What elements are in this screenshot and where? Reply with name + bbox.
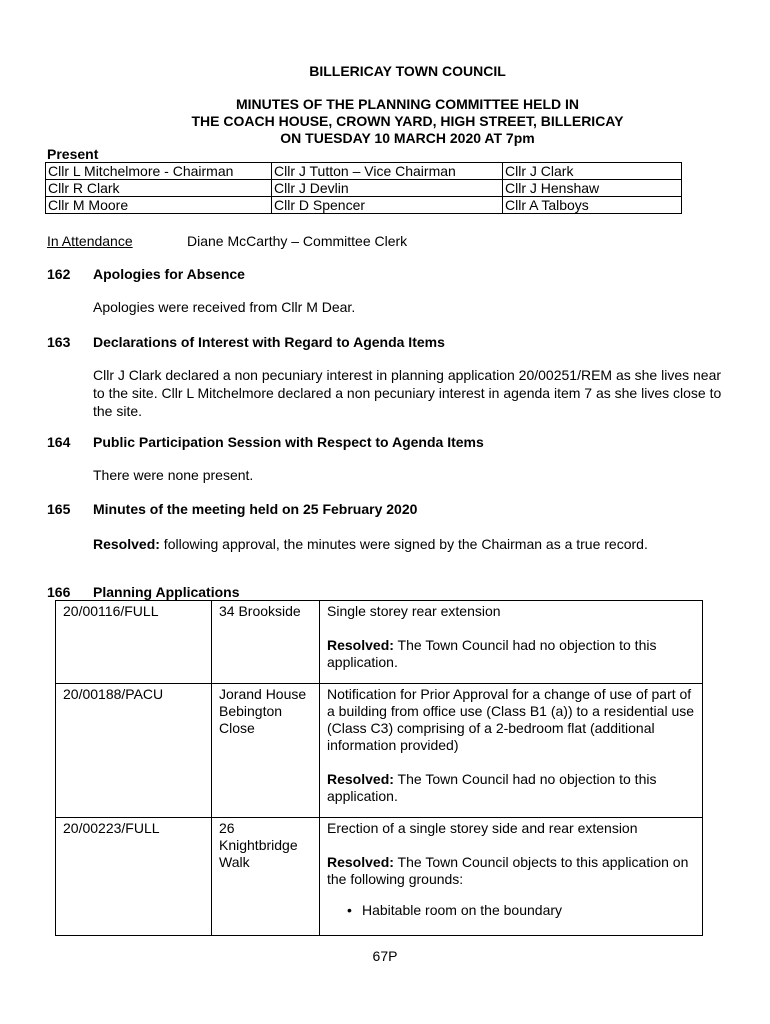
application-description: Erection of a single storey side and rear extension (327, 820, 638, 836)
minutes-title-line2: THE COACH HOUSE, CROWN YARD, HIGH STREET, BILLERICAY (191, 113, 624, 129)
application-resolution (327, 854, 695, 888)
item-number: 166 (47, 584, 71, 600)
present-cell: Cllr J Devlin (272, 180, 503, 197)
table-row (56, 818, 703, 936)
application-description: Single storey rear extension (327, 603, 501, 619)
present-cell: Cllr J Clark (503, 163, 682, 180)
present-cell: Cllr A Talboys (503, 197, 682, 214)
item-text: There were none present. (93, 467, 254, 483)
application-ref: 20/00223/FULL (56, 818, 212, 936)
table-row (56, 601, 703, 684)
page-number: 67P (372, 948, 398, 964)
council-name: BILLERICAY TOWN COUNCIL (309, 63, 506, 79)
application-resolution (327, 637, 695, 671)
present-cell: Cllr R Clark (46, 180, 272, 197)
item-heading: Apologies for Absence (93, 266, 245, 282)
item-heading: Planning Applications (93, 584, 240, 600)
application-ref: 20/00116/FULL (56, 601, 212, 684)
application-ref: 20/00188/PACU (56, 684, 212, 818)
item-text: Cllr J Clark declared a non pecuniary interest in planning application 20/00251/REM as she lives near to the site. Cllr L Mitchelmore declared a non pecuniary interest in agenda item 7 as she lives close to the site. (93, 367, 722, 419)
resolved-text: The Town Council had no objection to this application. (327, 637, 657, 670)
bullet-text: Habitable room on the boundary (362, 902, 563, 918)
application-address: 34 Brookside (212, 601, 320, 684)
present-cell: Cllr J Henshaw (503, 180, 682, 197)
resolved-text: following approval, the minutes were signed by the Chairman as a true record. (159, 536, 648, 552)
item-text: Apologies were received from Cllr M Dear. (93, 299, 356, 315)
resolved-label: Resolved: (327, 771, 394, 787)
present-cell: Cllr J Tutton – Vice Chairman (272, 163, 503, 180)
present-table (45, 162, 682, 214)
resolved-text: The Town Council objects to this application on the following grounds: (327, 854, 689, 887)
item-number: 163 (47, 334, 71, 350)
item-heading: Public Participation Session with Respect to Agenda Items (93, 434, 484, 450)
table-row (46, 180, 682, 197)
item-text (93, 535, 723, 553)
application-decision (320, 684, 703, 818)
present-cell: Cllr M Moore (46, 197, 272, 214)
item-number: 162 (47, 266, 71, 282)
application-address: 26 Knightbridge Walk (212, 818, 320, 936)
attendance-label: In Attendance (47, 233, 133, 249)
present-cell: Cllr L Mitchelmore - Chairman (46, 163, 272, 180)
item-heading: Declarations of Interest with Regard to Agenda Items (93, 334, 445, 350)
resolved-label: Resolved: (327, 854, 394, 870)
item-number: 164 (47, 434, 71, 450)
item-number: 165 (47, 501, 71, 517)
present-label: Present (47, 146, 99, 162)
present-cell: Cllr D Spencer (272, 197, 503, 214)
resolved-label: Resolved: (327, 637, 394, 653)
minutes-title-line3: ON TUESDAY 10 MARCH 2020 AT 7pm (280, 130, 535, 146)
application-resolution (327, 771, 695, 805)
bullet-icon: • (347, 902, 352, 918)
item-heading: Minutes of the meeting held on 25 February 2020 (93, 501, 418, 517)
resolved-label: Resolved: (93, 536, 160, 552)
application-address: Jorand House Bebington Close (212, 684, 320, 818)
table-row (46, 163, 682, 180)
minutes-title-line1: MINUTES OF THE PLANNING COMMITTEE HELD IN (236, 96, 579, 112)
application-decision (320, 601, 703, 684)
application-decision (320, 818, 703, 936)
table-row (46, 197, 682, 214)
resolved-text: The Town Council had no objection to this application. (327, 771, 657, 804)
application-description: Notification for Prior Approval for a change of use of part of a building from office use (Class B1 (a)) to a residential use (Class C3) comprising of a 2-bedroom flat (additional information provided) (327, 686, 695, 753)
attendance-value: Diane McCarthy – Committee Clerk (187, 233, 408, 249)
objection-bullet (327, 902, 695, 919)
applications-table (55, 600, 703, 936)
table-row (56, 684, 703, 818)
